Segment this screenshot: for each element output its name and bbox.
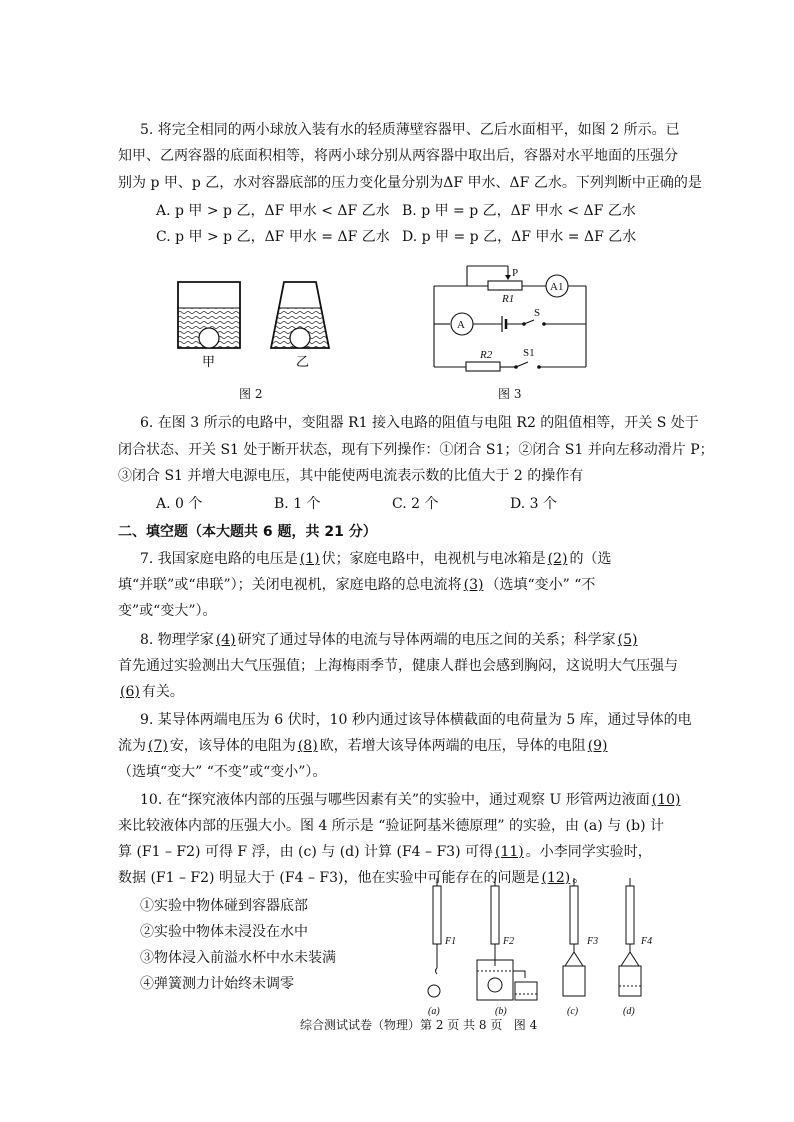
- figure-3-caption: 图 3: [498, 387, 522, 401]
- label-p: P: [512, 267, 519, 279]
- blank-8[interactable]: (8): [297, 738, 318, 754]
- q5-option-a: A. p 甲 > p 乙，ΔF 甲水 < ΔF 乙水: [156, 203, 390, 219]
- q10-choice-3: ③物体浸入前溢水杯中水未装满: [140, 950, 336, 966]
- q8-line-3: (6) 有关。: [120, 684, 184, 700]
- figure-3-circuit: [430, 262, 590, 372]
- blank-5[interactable]: (5): [617, 632, 638, 648]
- q10-choice-2: ②实验中物体未浸没在水中: [140, 924, 308, 940]
- label-f2: F2: [503, 936, 515, 947]
- resistor-r2: [466, 362, 500, 371]
- ball-yi: [290, 328, 310, 348]
- figure-2: [170, 280, 350, 372]
- label-f4: F4: [641, 936, 653, 947]
- q5-line-2: 知甲、乙两容器的底面积相等，将两小球分别从两容器中取出后，容器对水平地面的压强分: [118, 148, 678, 164]
- q5-line-3: 别为 p 甲、p 乙，水对容器底部的压力变化量分别为ΔF 甲水、ΔF 乙水。下列判断中正确的是: [118, 175, 702, 191]
- label-r1: R1: [502, 293, 515, 305]
- q6-option-d: D. 3 个: [510, 496, 557, 512]
- q10-line-2: 来比较液体内部的压强大小。图 4 所示是 “验证阿基米德原理” 的实验，由 (a) 与 (b) 计: [118, 818, 664, 834]
- q5-line-1: 5. 将完全相同的两小球放入装有水的轻质薄壁容器甲、乙后水面相平，如图 2 所示。已: [140, 122, 680, 138]
- blank-3[interactable]: (3): [463, 577, 484, 593]
- q7-line-2: 填“并联”或“串联”）；关闭电视机，家庭电路的总电流将 (3) （选填“变小” “不: [118, 577, 596, 593]
- blank-1[interactable]: (1): [299, 551, 320, 567]
- label-b: (b): [495, 1006, 507, 1017]
- q7-line-3: 变”或“变大”）。: [118, 603, 217, 619]
- q5-option-b: B. p 甲 = p 乙，ΔF 甲水 < ΔF 乙水: [402, 203, 636, 219]
- q10-line-3: 算 (F1 – F2) 可得 F 浮，由 (c) 与 (d) 计算 (F4 – F3) 可得 (11) 。小李同学实验时，: [118, 844, 652, 860]
- label-c: (c): [567, 1006, 579, 1017]
- bucket-d: [619, 966, 641, 996]
- blank-10[interactable]: (10): [651, 792, 681, 808]
- label-r2: R2: [480, 349, 493, 361]
- ball-jia: [199, 328, 219, 348]
- section-2-heading: 二、填空题（本大题共 6 题，共 21 分）: [118, 524, 377, 540]
- small-beaker: [515, 982, 537, 1000]
- blank-4[interactable]: (4): [215, 632, 236, 648]
- q9-line-3: （选填“变大” “不变”或“变小”）。: [118, 764, 327, 780]
- q5-option-d: D. p 甲 = p 乙，ΔF 甲水 = ΔF 乙水: [402, 229, 637, 245]
- q6-option-b: B. 1 个: [274, 496, 321, 512]
- q10-line-4: 数据 (F1 – F2) 明显大于 (F4 – F3)，他在实验中可能存在的问题是 (12) 。: [118, 870, 587, 886]
- label-a: A: [457, 319, 465, 331]
- blank-7[interactable]: (7): [148, 738, 168, 754]
- label-a: (a): [428, 1006, 440, 1017]
- bucket-c: [563, 966, 585, 996]
- q10-line-1: 10. 在“探究液体内部的压强与哪些因素有关”的实验中，通过观察 U 形管两边液面 (10): [140, 792, 681, 808]
- rheostat-r1: [488, 281, 522, 290]
- q7-line-1: 7. 我国家庭电路的电压是 (1) 伏；家庭电路中，电视机与电冰箱是 (2) 的（选: [140, 551, 612, 567]
- figure-4-caption: 图 4: [513, 1018, 538, 1032]
- label-yi: 乙: [296, 354, 310, 369]
- spring-scale-b: [491, 886, 499, 944]
- q9-line-2: 流为 (7) 安，该导体的电阻为 (8) 欧，若增大该导体两端的电压，导体的电阻 (9): [118, 738, 608, 754]
- spring-scale-c: [570, 886, 578, 944]
- q9-line-1: 9. 某导体两端电压为 6 伏时，10 秒内通过该导体横截面的电荷量为 5 库，通过导体的电: [140, 712, 692, 728]
- label-f3: F3: [587, 936, 599, 947]
- label-s: S: [534, 307, 541, 319]
- q6-line-2: 闭合状态、开关 S1 处于断开状态，现有下列操作：①闭合 S1；②闭合 S1 并向左移动滑片 P；: [118, 442, 714, 458]
- q8-line-1: 8. 物理学家 (4) 研究了通过导体的电流与导体两端的电压之间的关系；科学家 (5): [140, 632, 638, 648]
- label-a1: A1: [550, 281, 564, 293]
- spring-scale-d: [626, 886, 634, 944]
- label-f1: F1: [445, 936, 457, 947]
- object-a: [428, 985, 440, 997]
- q6-line-1: 6. 在图 3 所示的电路中，变阻器 R1 接入电路的阻值与电阻 R2 的阻值相等，开关 S 处于: [140, 415, 699, 431]
- label-s1: S1: [523, 347, 535, 359]
- q10-choice-4: ④弹簧测力计始终未调零: [140, 976, 294, 992]
- q10-choice-1: ①实验中物体碰到容器底部: [140, 898, 308, 914]
- q6-option-a: A. 0 个: [156, 496, 203, 512]
- label-d: (d): [623, 1006, 635, 1017]
- label-jia: 甲: [202, 354, 216, 369]
- page-footer: 综合测试试卷（物理）第 2 页 共 8 页 图 4: [300, 1018, 538, 1032]
- q6-line-3: ③闭合 S1 并增大电源电压，其中能使两电流表示数的比值大于 2 的操作有: [118, 468, 584, 484]
- blank-6[interactable]: (6): [120, 684, 140, 700]
- blank-12[interactable]: (12): [541, 870, 571, 886]
- figure-4: [415, 878, 655, 1018]
- q6-option-c: C. 2 个: [392, 496, 439, 512]
- q5-option-c: C. p 甲 > p 乙，ΔF 甲水 = ΔF 乙水: [156, 229, 390, 245]
- q8-line-2: 首先通过实验测出大气压强值；上海梅雨季节，健康人群也会感到胸闷，这说明大气压强与: [118, 658, 678, 674]
- figure-2-caption: 图 2: [239, 387, 263, 401]
- blank-9[interactable]: (9): [587, 738, 608, 754]
- blank-11[interactable]: (11): [495, 844, 524, 860]
- blank-2[interactable]: (2): [547, 551, 568, 567]
- spring-scale-a: [433, 886, 441, 944]
